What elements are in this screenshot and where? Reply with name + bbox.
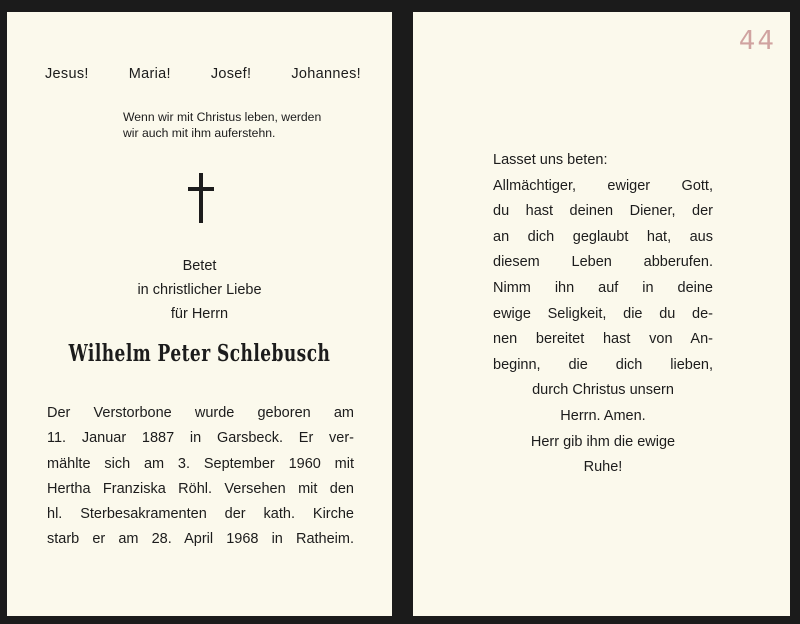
prayer-line: Allmächtiger, ewiger Gott, [493,177,713,194]
prayer-line: nen bereitet hast von An- [493,331,713,348]
invocations-line [45,66,361,82]
prayer-line: Lasset uns beten: [493,152,608,168]
prayer-line: Ruhe! [583,459,623,476]
invocation-maria: Maria! [128,66,171,82]
invocation-johannes: Johannes! [291,66,361,82]
prayer-request-line: in christlicher Liebe [137,282,262,298]
invocation-jesus: Jesus! [45,66,89,82]
prayer-request-line: Betet [182,258,217,274]
deceased-name: Wilhelm Peter Schlebusch [68,340,331,367]
prayer-line: Herr gib ihm die ewige [530,433,676,450]
prayer-line: ewige Seligkeit, die du de- [493,305,713,322]
cross-icon [188,173,214,223]
prayer-line: diesem Leben abberufen. [493,254,713,271]
biography-line: starb er am 28. April 1968 in Ratheim. [47,531,354,548]
invocation-josef: Josef! [210,66,252,82]
prayer-line: durch Christus unsern [532,382,674,399]
memorial-card-back [413,12,790,616]
prayer-line: Herrn. Amen. [560,407,646,424]
memorial-card-front [7,12,392,616]
biography [47,401,354,553]
biography-line: Hertha Franziska Röhl. Versehen mit den [47,480,354,497]
biography-line: hl. Sterbesakramenten der kath. Kirche [47,506,354,523]
prayer-request [7,254,392,326]
handwritten-page-number: 44 [738,26,776,56]
motto-line: Wenn wir mit Christus leben, werden [123,110,322,124]
prayer-text [493,148,713,481]
biography-line: 11. Januar 1887 in Garsbeck. Er ver- [47,430,354,447]
prayer-request-line: für Herrn [170,306,229,322]
prayer-line: beginn, die dich lieben, [493,356,713,373]
biography-line: mählte sich am 3. September 1960 mit [47,455,354,472]
biography-line: Der Verstorbone wurde geboren am [47,405,354,421]
prayer-line: an dich geglaubt hat, aus [493,228,713,245]
motto-line: wir auch mit ihm auferstehn. [123,126,276,140]
prayer-line: Nimm ihn auf in deine [493,279,713,296]
scripture-motto [123,109,373,141]
prayer-line: du hast deinen Diener, der [493,203,713,220]
